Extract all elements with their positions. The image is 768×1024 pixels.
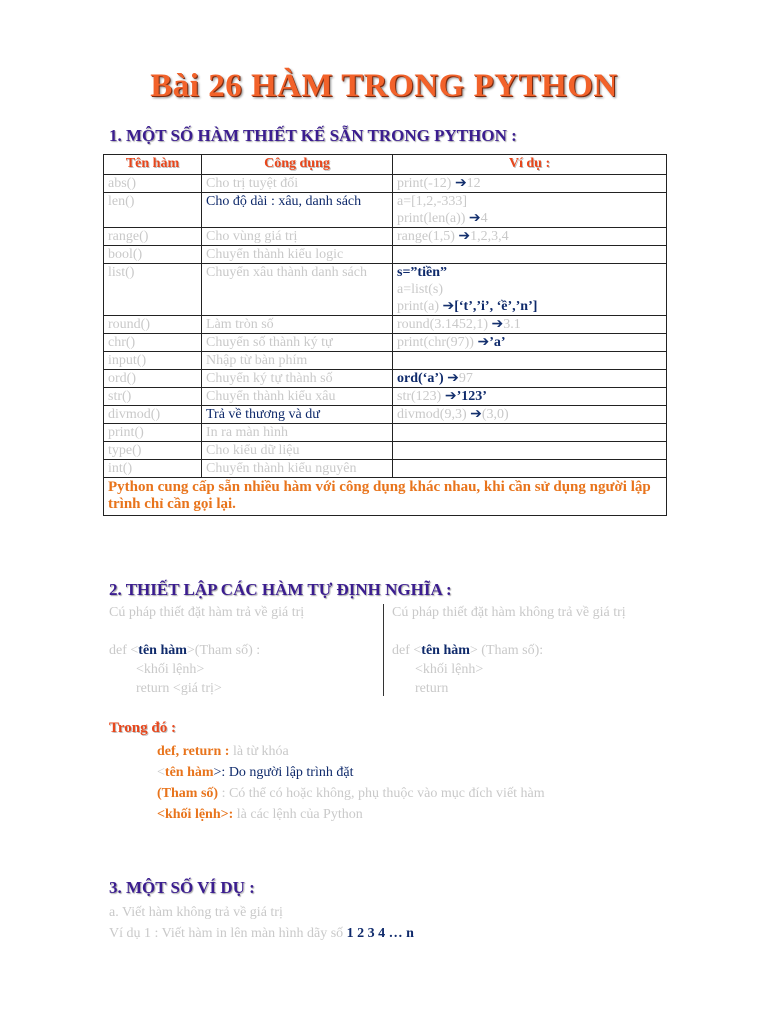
- function-usage: Nhập từ bàn phím: [202, 352, 393, 370]
- explain-keywords: def, return : là từ khóa: [157, 744, 289, 759]
- section3-heading: 3. MỘT SỐ VÍ DỤ :: [109, 878, 255, 897]
- example-item-a: a. Viết hàm không trả về giá trị: [109, 905, 283, 920]
- syntax-return-line: return: [415, 681, 449, 696]
- table-row: [104, 442, 667, 460]
- function-usage: Cho độ dài : xâu, danh sách: [202, 193, 393, 228]
- function-example: [393, 460, 667, 478]
- arrow-icon: ➔: [468, 211, 481, 226]
- table-row: [104, 193, 667, 228]
- function-usage: Chuyển ký tự thành số: [202, 370, 393, 388]
- function-usage: Làm tròn số: [202, 316, 393, 334]
- function-name: ord(): [104, 370, 202, 388]
- function-example: a=[1,2,-333] print(len(a)) ➔4: [393, 193, 667, 228]
- function-name: print(): [104, 424, 202, 442]
- header-function-name: Tên hàm: [104, 155, 202, 175]
- function-usage: Chuyển thành kiểu xâu: [202, 388, 393, 406]
- function-name: len(): [104, 193, 202, 228]
- function-usage: Cho kiểu dữ liệu: [202, 442, 393, 460]
- section1-heading: 1. MỘT SỐ HÀM THIẾT KẾ SẴN TRONG PYTHON :: [109, 126, 517, 145]
- syntax-def-line: def <tên hàm> (Tham số):: [392, 643, 544, 658]
- arrow-icon: ➔: [470, 407, 482, 422]
- header-usage: Công dụng: [202, 155, 393, 175]
- function-example: s=”tiền” a=list(s) print(a) ➔[‘t’,’i’, ‘ề’,’n’]: [393, 264, 667, 316]
- function-example: range(1,5) ➔1,2,3,4: [393, 228, 667, 246]
- function-usage: In ra màn hình: [202, 424, 393, 442]
- function-name: divmod(): [104, 406, 202, 424]
- function-name: input(): [104, 352, 202, 370]
- table-row: [104, 316, 667, 334]
- table-note-row: [104, 478, 667, 516]
- arrow-icon: ➔: [442, 299, 455, 314]
- function-name: abs(): [104, 175, 202, 193]
- arrow-icon: ➔: [444, 389, 457, 404]
- table-row: [104, 352, 667, 370]
- table-row: [104, 370, 667, 388]
- function-name: range(): [104, 228, 202, 246]
- function-example: [393, 424, 667, 442]
- syntax-block-line: <khối lệnh>: [136, 662, 205, 677]
- page-title: Bài 26 HÀM TRONG PYTHON: [150, 68, 618, 104]
- function-example: print(chr(97)) ➔’a’: [393, 334, 667, 352]
- function-usage: Cho vùng giá trị: [202, 228, 393, 246]
- table-row: [104, 424, 667, 442]
- table-row: [104, 460, 667, 478]
- function-example: str(123) ➔’123’: [393, 388, 667, 406]
- arrow-icon: ➔: [477, 335, 490, 350]
- function-usage: Chuyển thành kiểu logic: [202, 246, 393, 264]
- function-usage: Chuyển xâu thành danh sách: [202, 264, 393, 316]
- function-name: type(): [104, 442, 202, 460]
- function-usage: Chuyển số thành ký tự: [202, 334, 393, 352]
- syntax-caption: Cú pháp thiết đặt hàm trả về giá trị: [109, 605, 305, 620]
- explanation-heading: Trong đó :: [109, 720, 176, 736]
- arrow-icon: ➔: [447, 371, 459, 386]
- function-name: int(): [104, 460, 202, 478]
- function-name: str(): [104, 388, 202, 406]
- function-example: round(3.1452,1) ➔3.1: [393, 316, 667, 334]
- table-header-row: [104, 155, 667, 175]
- function-name: bool(): [104, 246, 202, 264]
- table-note: Python cung cấp sẵn nhiều hàm với công dụng khác nhau, khi cần sử dụng người lập trình chỉ cần gọi lại.: [104, 478, 667, 516]
- table-row: [104, 246, 667, 264]
- syntax-def-line: def <tên hàm>(Tham số) :: [109, 643, 261, 658]
- function-example: divmod(9,3) ➔(3,0): [393, 406, 667, 424]
- syntax-divider: [383, 604, 384, 696]
- function-example: ord(‘a’) ➔97: [393, 370, 667, 388]
- function-usage: Trả về thương và dư: [202, 406, 393, 424]
- function-name: list(): [104, 264, 202, 316]
- function-example: [393, 442, 667, 460]
- function-example: [393, 352, 667, 370]
- arrow-icon: ➔: [458, 229, 471, 244]
- builtin-functions-table: [103, 154, 667, 516]
- function-name: chr(): [104, 334, 202, 352]
- arrow-icon: ➔: [454, 176, 467, 191]
- table-row: [104, 406, 667, 424]
- table-row: [104, 175, 667, 193]
- syntax-block-line: <khối lệnh>: [415, 662, 484, 677]
- function-usage: Cho trị tuyệt đối: [202, 175, 393, 193]
- explain-parameters: (Tham số) : Có thể có hoặc không, phụ thuộc vào mục đích viết hàm: [157, 786, 545, 801]
- function-example: [393, 246, 667, 264]
- explain-code-block: <khối lệnh>: là các lệnh của Python: [157, 807, 363, 822]
- function-example: print(-12) ➔12: [393, 175, 667, 193]
- header-example: Ví dụ :: [393, 155, 667, 175]
- table-row: [104, 334, 667, 352]
- example-1: Ví dụ 1 : Viết hàm in lên màn hình dãy số 1 2 3 4 … n: [109, 926, 414, 941]
- arrow-icon: ➔: [491, 317, 504, 332]
- table-row: [104, 264, 667, 316]
- table-row: [104, 388, 667, 406]
- explain-function-name: <tên hàm>: Do người lập trình đặt: [157, 765, 354, 780]
- syntax-caption: Cú pháp thiết đặt hàm không trả về giá trị: [392, 605, 626, 620]
- table-row: [104, 228, 667, 246]
- syntax-return-line: return <giá trị>: [136, 681, 222, 696]
- function-name: round(): [104, 316, 202, 334]
- section2-heading: 2. THIẾT LẬP CÁC HÀM TỰ ĐỊNH NGHĨA :: [109, 580, 452, 599]
- function-usage: Chuyển thành kiểu nguyên: [202, 460, 393, 478]
